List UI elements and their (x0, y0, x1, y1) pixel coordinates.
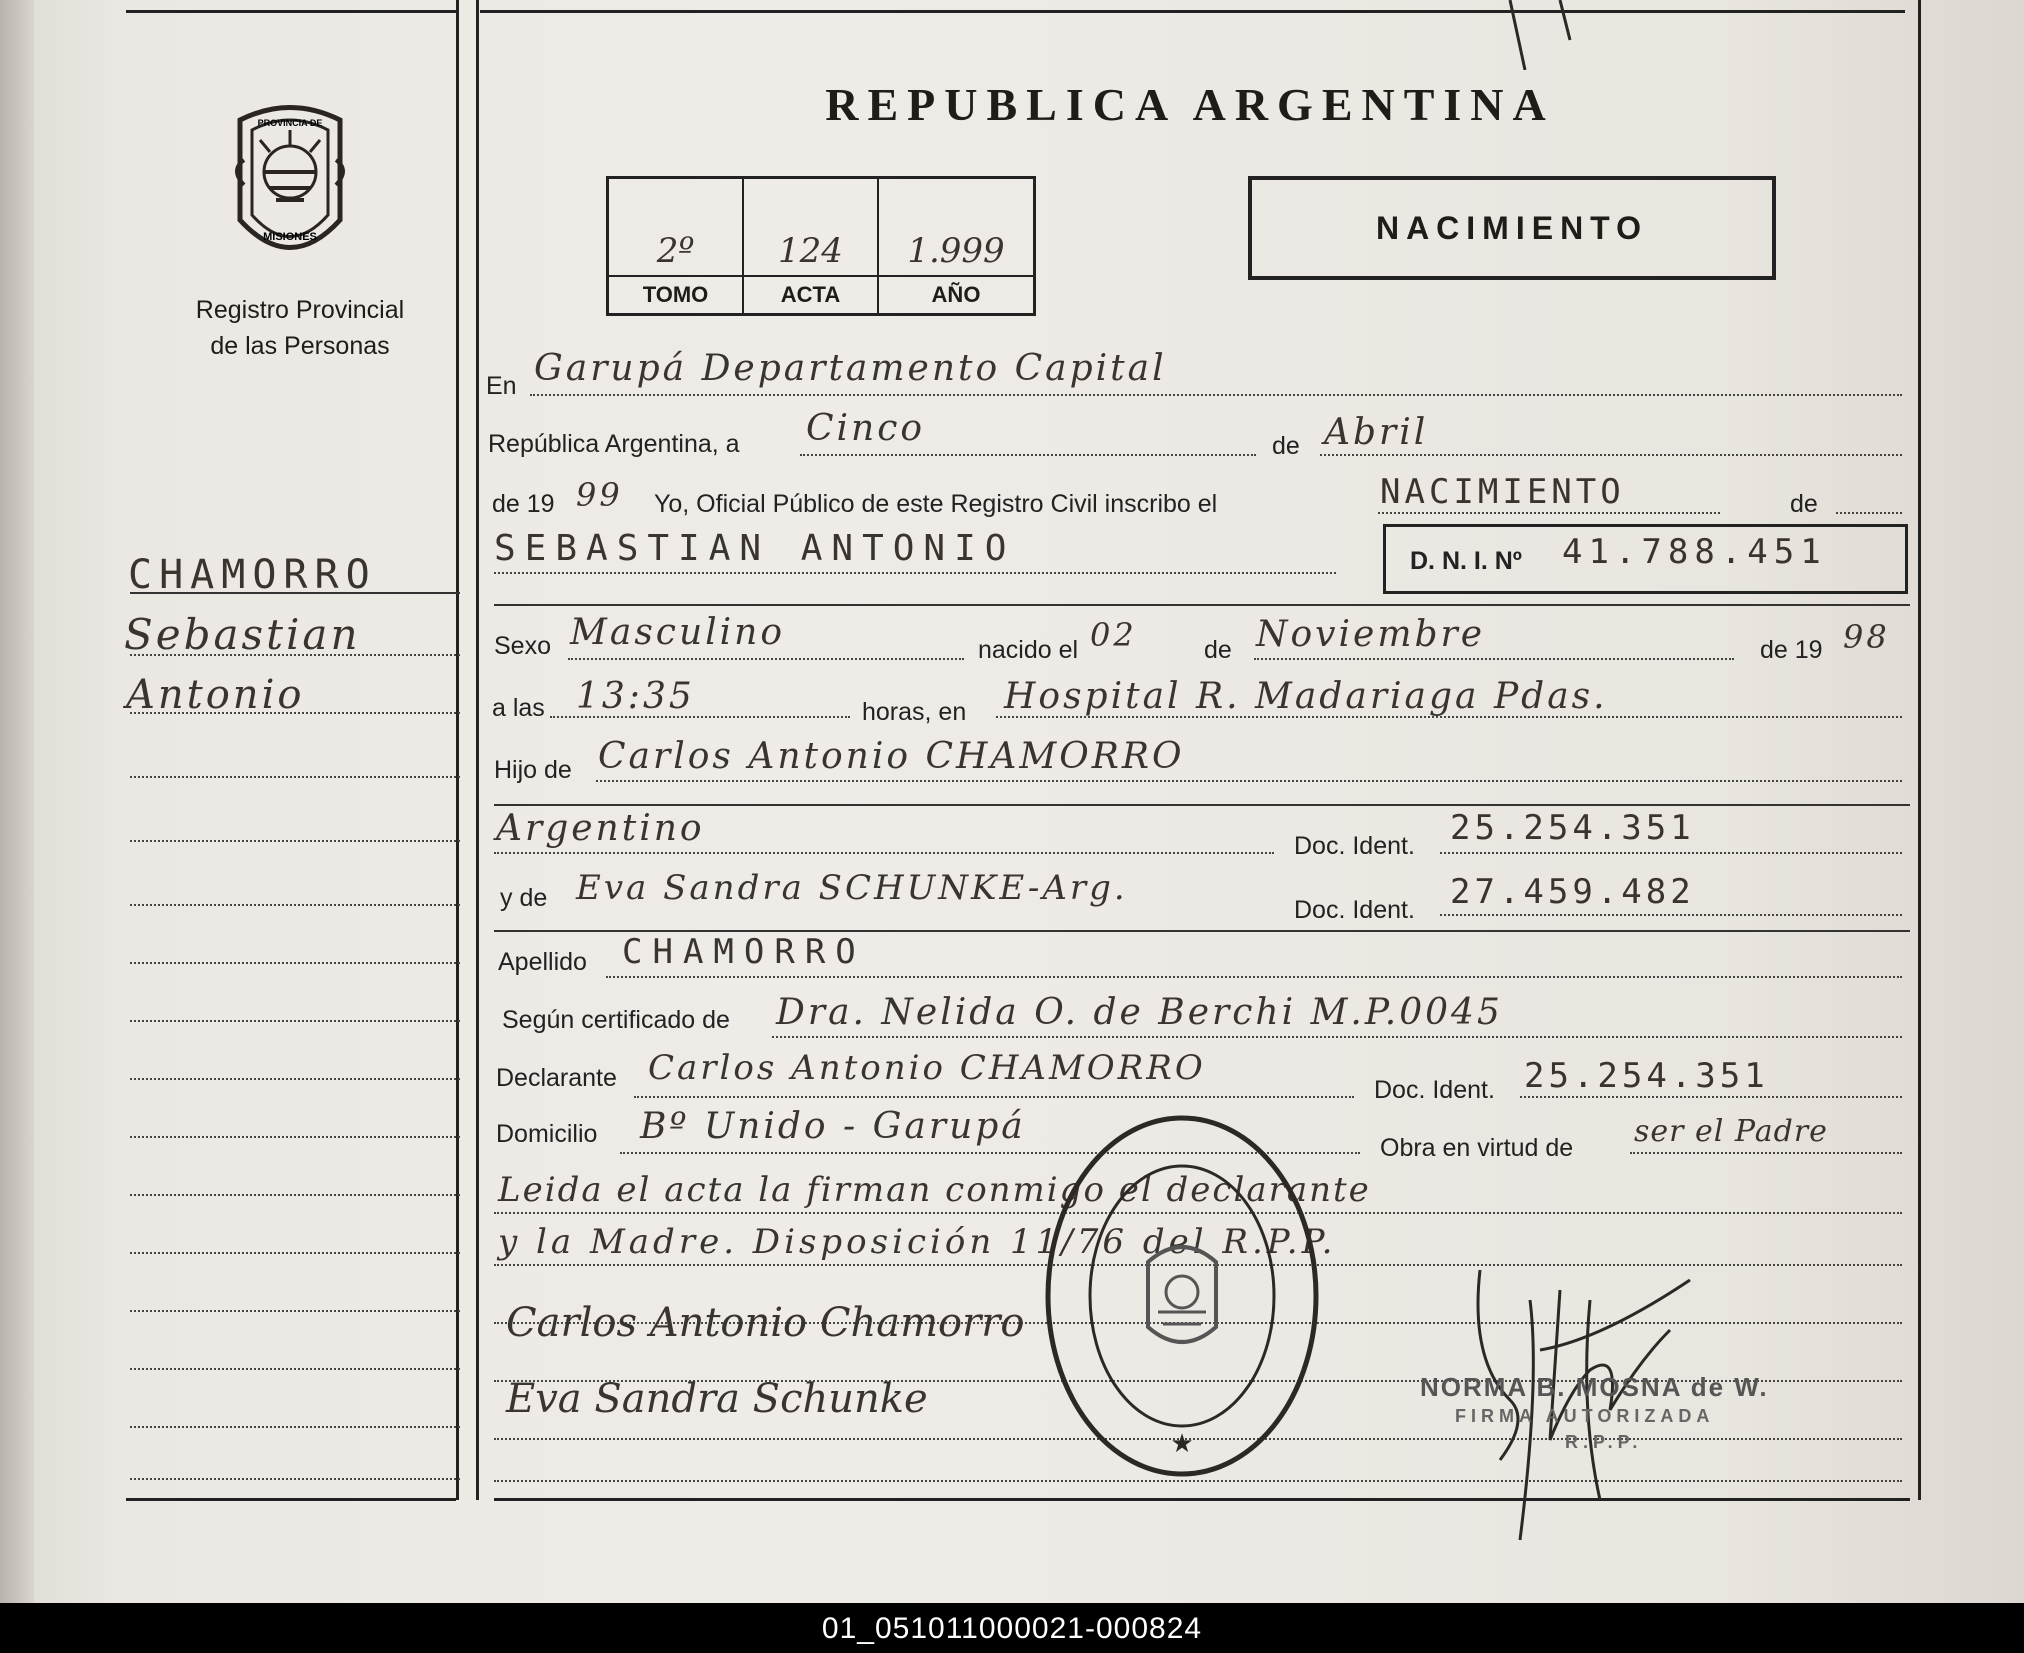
label-de-month: de (1272, 432, 1300, 460)
line-month (1320, 454, 1902, 456)
line-father (596, 780, 1902, 782)
margin-line (130, 1368, 460, 1370)
margin-line (130, 1194, 460, 1196)
margin-name1: Sebastian (124, 610, 361, 659)
line-month2 (1254, 658, 1734, 660)
line-mother-doc (1440, 914, 1902, 916)
line-declarante (634, 1096, 1354, 1098)
line-nationality (494, 852, 1274, 854)
value-apellido: CHAMORRO (622, 932, 866, 972)
value-dni: 41.788.451 (1562, 532, 1827, 572)
officer-rpp: R.P.P. (1565, 1432, 1643, 1452)
label-hijo: Hijo de (494, 756, 572, 784)
country-title: REPUBLICA ARGENTINA (825, 79, 1555, 130)
value-domicilio: Bº Unido - Garupá (640, 1106, 1026, 1147)
label-declarante: Declarante (496, 1064, 617, 1092)
margin-line (130, 840, 460, 842)
label-domicilio: Domicilio (496, 1120, 598, 1148)
margin-line (130, 1136, 460, 1138)
ano-value: 1.999 (907, 231, 1005, 271)
image-id: 01_051011000021-000824 (821, 1612, 1203, 1645)
value-obra: ser el Padre (1634, 1114, 1828, 1149)
margin-line (130, 1078, 460, 1080)
label-de-end: de (1790, 490, 1818, 518)
value-mother: Eva Sandra SCHUNKE-Arg. (576, 868, 1128, 908)
line-apellido (606, 976, 1902, 978)
value-declarante: Carlos Antonio CHAMORRO (648, 1048, 1206, 1088)
margin-line (130, 904, 460, 906)
officer-firma: FIRMA AUTORIZADA (1455, 1406, 1715, 1426)
ano-cell (879, 179, 1033, 313)
value-birth-time: 13:35 (576, 676, 695, 717)
line-name (494, 572, 1336, 574)
label-certificado: Según certificado de (502, 1006, 730, 1034)
value-birth-month: Noviembre (1256, 614, 1486, 655)
margin-line (130, 1310, 460, 1312)
margin-name2: Antonio (126, 672, 305, 718)
line-obra (1630, 1152, 1902, 1154)
section-rule (494, 804, 1910, 806)
value-year: 99 (576, 476, 623, 514)
top-rule-left (126, 10, 456, 13)
right-border (1918, 0, 1921, 1500)
label-nacido: nacido el (978, 636, 1079, 664)
label-doc-declarante: Doc. Ident. (1374, 1076, 1495, 1104)
label-inscribo: Yo, Oficial Público de este Registro Civil inscribo el (654, 490, 1218, 518)
label-horas: horas, en (862, 698, 967, 726)
line-declarante-doc (1520, 1096, 1902, 1098)
remarks-line1: Leida el acta la firman conmigo el declarante (498, 1170, 1371, 1210)
signature-father: Carlos Antonio Chamorro (506, 1300, 1025, 1346)
registry-box (606, 176, 1036, 316)
line-place (530, 394, 1902, 396)
signature-mother: Eva Sandra Schunke (506, 1376, 928, 1422)
label-doc-father: Doc. Ident. (1294, 832, 1415, 860)
document-type-box: NACIMIENTO (1248, 176, 1776, 280)
province-emblem-icon (220, 100, 360, 270)
margin-line (130, 962, 460, 964)
value-certificado: Dra. Nelida O. de Berchi M.P.0045 (776, 992, 1503, 1033)
section-rule (494, 604, 1910, 606)
emblem-text-top: PROVINCIA DE (257, 118, 323, 128)
book-binding (0, 0, 34, 1603)
pen-mark-icon (1500, 0, 1600, 70)
tomo-cell (609, 179, 744, 313)
bottom-rule-left (126, 1498, 456, 1501)
value-month: Abril (1324, 412, 1429, 453)
line-de (1836, 512, 1902, 514)
tomo-label: TOMO (609, 275, 742, 315)
line-day (800, 454, 1256, 456)
acta-cell (744, 179, 879, 313)
seal-star: ★ (1170, 1428, 1194, 1458)
tomo-value: 2º (656, 231, 695, 271)
registry-name-line2: de las Personas (210, 332, 390, 360)
label-yde: y de (500, 884, 548, 912)
line-certificado (772, 1036, 1902, 1038)
margin-surname: CHAMORRO (128, 552, 377, 598)
officer-name: NORMA B. MOSNA de W. (1420, 1372, 1769, 1402)
registry-name (140, 292, 460, 364)
label-de19: de 19 (492, 490, 555, 518)
label-alas: a las (492, 694, 545, 722)
value-act-type: NACIMIENTO (1380, 472, 1625, 512)
margin-line (130, 776, 460, 778)
official-seal-icon (1043, 1112, 1321, 1480)
label-republica: República Argentina, a (488, 430, 740, 458)
value-father-nationality: Argentino (496, 808, 705, 849)
registry-name-line1: Registro Provincial (195, 296, 405, 324)
value-child-name: SEBASTIAN ANTONIO (494, 528, 1016, 569)
value-father: Carlos Antonio CHAMORRO (598, 736, 1185, 777)
value-day: Cinco (806, 408, 926, 449)
label-apellido: Apellido (498, 948, 587, 976)
emblem-text-bottom: MISIONES (263, 231, 317, 243)
margin-line (130, 1020, 460, 1022)
line-sexo (568, 658, 964, 660)
acta-label: ACTA (744, 275, 877, 315)
label-dni: D. N. I. Nº (1410, 547, 1522, 575)
line-father-doc (1440, 852, 1902, 854)
value-birth-place: Hospital R. Madariaga Pdas. (1004, 676, 1608, 717)
margin-line (130, 1478, 460, 1480)
margin-line (130, 1252, 460, 1254)
line-act (1378, 512, 1720, 514)
label-sexo: Sexo (494, 632, 551, 660)
dni-box (1383, 524, 1908, 594)
top-rule-right (480, 10, 1905, 13)
label-en: En (486, 372, 517, 400)
value-mother-doc: 27.459.482 (1450, 872, 1695, 912)
value-birth-year: 98 (1843, 618, 1890, 656)
label-obra: Obra en virtud de (1380, 1134, 1574, 1162)
ano-label: AÑO (879, 275, 1033, 315)
acta-value: 124 (778, 231, 843, 271)
remarks-line2: y la Madre. Disposición 11/76 del R.P.P. (498, 1222, 1337, 1262)
value-declarante-doc: 25.254.351 (1524, 1056, 1769, 1096)
label-doc-mother: Doc. Ident. (1294, 896, 1415, 924)
label-de-mes: de (1204, 636, 1232, 664)
label-de19b: de 19 (1760, 636, 1823, 664)
image-id-bar (0, 1603, 2024, 1653)
value-place: Garupá Departamento Capital (534, 348, 1167, 389)
margin-line (130, 1426, 460, 1428)
value-father-doc: 25.254.351 (1450, 808, 1695, 848)
column-divider-right (476, 0, 479, 1500)
value-sexo: Masculino (570, 612, 786, 653)
column-divider-left (456, 0, 459, 1500)
value-birth-day: 02 (1090, 616, 1137, 654)
